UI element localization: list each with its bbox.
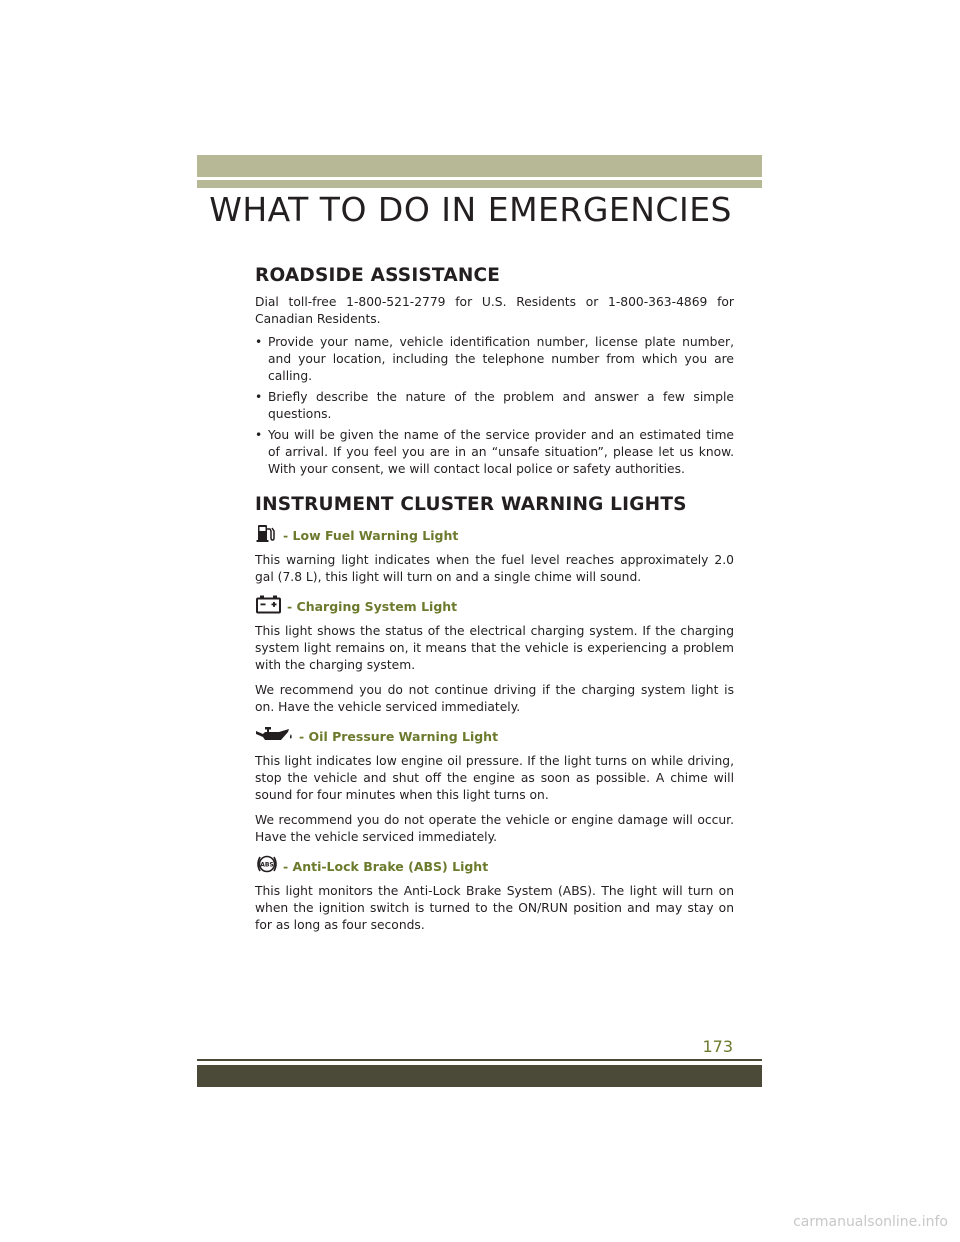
footer-rule [197,1059,762,1061]
low-fuel-subheading [255,524,734,546]
bullet-text: Briefly describe the nature of the problem and answer a few simple questions. [268,390,734,421]
oil-can-icon [255,725,295,747]
list-item [255,427,734,478]
header-band [197,155,762,177]
list-item [255,334,734,385]
battery-icon [255,594,283,618]
footer-band [197,1065,762,1087]
abs-icon-text: ABS [260,861,274,869]
oil-pressure-subheading [255,725,734,747]
header-band-thin [197,180,762,188]
charging-system-subheading [255,595,734,617]
bullet-text: Provide your name, vehicle identification number, license plate number, and your location, including the telephone number from which you are calling. [268,335,734,383]
charging-system-description: This light shows the status of the electrical charging system. If the charging system light remains on, it means that the vehicle is experiencing a problem with the charging system. [255,624,734,672]
watermark: carmanualsonline.info [793,1214,948,1230]
abs-label: - Anti-Lock Brake (ABS) Light [283,858,489,874]
oil-pressure-label: - Oil Pressure Warning Light [299,728,499,744]
charging-system-recommendation: We recommend you do not continue driving if the charging system light is on. Have the vehicle serviced immediately. [255,683,734,714]
bullet-glyph: • [255,390,263,404]
bullet-glyph: • [255,428,263,442]
abs-icon [255,854,279,878]
abs-description: This light monitors the Anti-Lock Brake System (ABS). The light will turn on when the ignition switch is turned to the ON/RUN position and may stay on for as long as four seconds. [255,884,734,932]
roadside-bullet-list [255,334,734,478]
low-fuel-label: - Low Fuel Warning Light [283,527,459,543]
page-content [255,265,734,934]
warning-lights-heading: INSTRUMENT CLUSTER WARNING LIGHTS [255,494,687,515]
roadside-heading: ROADSIDE ASSISTANCE [255,265,501,286]
page-number: 173 [702,1037,733,1056]
roadside-intro: Dial toll-free 1-800-521-2779 for U.S. Residents or 1-800-363-4869 for Canadian Residents. [255,295,734,326]
oil-pressure-recommendation: We recommend you do not operate the vehicle or engine damage will occur. Have the vehicle serviced immediately. [255,813,734,844]
low-fuel-description: This warning light indicates when the fuel level reaches approximately 2.0 gal (7.8 L), this light will turn on and a single chime will sound. [255,553,734,584]
chapter-title: WHAT TO DO IN EMERGENCIES [209,190,732,229]
bullet-glyph: • [255,335,263,349]
bullet-text: You will be given the name of the service provider and an estimated time of arrival. If you feel you are in an “unsafe situation”, please let us know. With your consent, we will contact local police or safety authorities. [268,428,734,476]
charging-system-label: - Charging System Light [287,598,458,614]
abs-subheading [255,855,734,877]
list-item [255,389,734,423]
fuel-pump-icon [255,523,279,547]
oil-pressure-description: This light indicates low engine oil pressure. If the light turns on while driving, stop the vehicle and shut off the engine as soon as possible. A chime will sound for four minutes when this light turns on. [255,754,734,802]
